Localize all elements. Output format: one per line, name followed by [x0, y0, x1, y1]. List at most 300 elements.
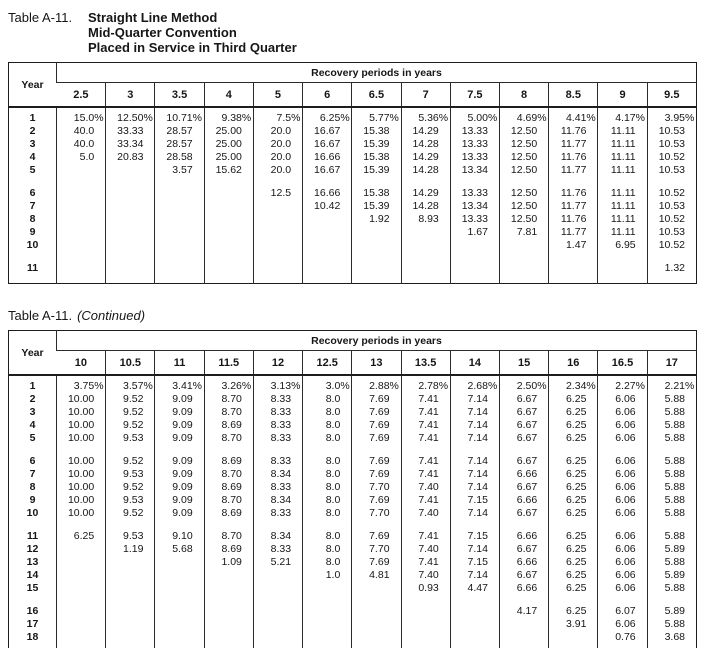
gap-cell	[57, 275, 106, 284]
gap-cell	[499, 445, 548, 455]
rate-cell: 6.67	[499, 507, 548, 520]
rate-cell	[204, 226, 253, 239]
year-row	[9, 419, 697, 432]
rate-cell	[253, 239, 302, 252]
year-row	[9, 393, 697, 406]
year-row	[9, 530, 697, 543]
year-cell: 2	[29, 125, 36, 137]
gap-cell	[155, 177, 204, 187]
rate-cell: 8.70	[204, 530, 253, 543]
rate-cell: 10.42	[303, 200, 352, 213]
rate-cell: 5.36%	[401, 112, 450, 125]
rate-cell: 7.14	[450, 468, 499, 481]
year-cell: 17	[26, 618, 39, 630]
rate-cell: 9.53	[106, 530, 155, 543]
gap-cell	[253, 520, 302, 530]
rate-cell: 5.77%	[352, 112, 401, 125]
rate-cell: 7.14	[450, 507, 499, 520]
rate-cell: 3.57%	[106, 380, 155, 393]
rate-cell: 6.06	[598, 530, 647, 543]
rate-cell	[352, 239, 401, 252]
rate-cell: 12.50	[499, 164, 548, 177]
gap-cell	[450, 252, 499, 262]
rate-cell: 6.07	[598, 605, 647, 618]
rate-cell: 9.09	[155, 455, 204, 468]
gap-cell	[9, 644, 57, 648]
rate-cell	[155, 226, 204, 239]
rate-cell: 9.09	[155, 419, 204, 432]
rate-cell: 7.14	[450, 543, 499, 556]
rate-cell: 2.88%	[352, 380, 401, 393]
rate-cell	[253, 262, 302, 275]
rate-cell: 13.33	[450, 125, 499, 138]
row-gap	[9, 177, 697, 187]
rate-cell	[549, 262, 598, 275]
rate-cell: 8.0	[303, 432, 352, 445]
rate-cell: 7.69	[352, 468, 401, 481]
rate-cell	[57, 226, 106, 239]
year-row	[9, 605, 697, 618]
rate-cell	[352, 631, 401, 644]
rate-cell: 8.0	[303, 406, 352, 419]
period-header: 8.5	[549, 83, 598, 108]
rate-cell: 7.40	[401, 507, 450, 520]
gap-cell	[450, 445, 499, 455]
rate-cell	[303, 605, 352, 618]
gap-cell	[352, 520, 401, 530]
gap-cell	[204, 595, 253, 605]
gap-cell	[647, 520, 696, 530]
rate-cell: 20.0	[253, 164, 302, 177]
rate-cell: 10.00	[57, 419, 106, 432]
rate-cell: 9.52	[106, 481, 155, 494]
period-header: 6	[303, 83, 352, 108]
year-row	[9, 164, 697, 177]
table-title-line: Straight Line Method	[88, 10, 218, 25]
gap-cell	[598, 520, 647, 530]
table-2-label: Table A-11.	[8, 308, 73, 323]
rate-cell: 7.69	[352, 393, 401, 406]
year-row	[9, 455, 697, 468]
gap-cell	[303, 520, 352, 530]
rate-cell	[253, 582, 302, 595]
recovery-periods-header: Recovery periods in years	[57, 331, 697, 351]
depreciation-table-2	[8, 330, 697, 648]
rate-cell	[106, 569, 155, 582]
year-column-header: Year	[9, 331, 57, 376]
table-1-title-block	[8, 10, 697, 55]
period-header: 17	[647, 351, 696, 376]
rate-cell: 5.88	[647, 507, 696, 520]
rate-cell: 6.25	[549, 605, 598, 618]
rate-cell	[57, 543, 106, 556]
rate-cell: 5.88	[647, 494, 696, 507]
gap-cell	[499, 595, 548, 605]
rate-cell: 8.70	[204, 432, 253, 445]
rate-cell: 8.0	[303, 481, 352, 494]
rate-cell	[499, 239, 548, 252]
gap-cell	[253, 644, 302, 648]
rate-cell	[303, 618, 352, 631]
row-gap	[9, 595, 697, 605]
year-cell: 15	[26, 582, 39, 594]
rate-cell: 11.77	[549, 138, 598, 151]
rate-cell	[303, 239, 352, 252]
year-cell: 10	[26, 507, 39, 519]
gap-cell	[499, 275, 548, 284]
rate-cell	[303, 213, 352, 226]
gap-cell	[647, 275, 696, 284]
year-cell: 3	[29, 138, 36, 150]
rate-cell: 7.69	[352, 419, 401, 432]
rate-cell: 9.10	[155, 530, 204, 543]
year-cell: 5	[29, 164, 36, 176]
rate-cell: 9.09	[155, 494, 204, 507]
rate-cell	[106, 582, 155, 595]
rate-cell: 6.25	[549, 432, 598, 445]
period-header: 12	[253, 351, 302, 376]
rate-cell: 16.67	[303, 164, 352, 177]
year-cell: 9	[29, 494, 36, 506]
gap-cell	[401, 445, 450, 455]
gap-cell	[253, 177, 302, 187]
rate-cell: 10.00	[57, 481, 106, 494]
rate-cell	[253, 605, 302, 618]
rate-cell: 8.0	[303, 455, 352, 468]
year-cell: 5	[29, 432, 36, 444]
year-row	[9, 138, 697, 151]
rate-cell: 6.25	[549, 494, 598, 507]
rate-cell: 14.28	[401, 138, 450, 151]
gap-cell	[204, 275, 253, 284]
rate-cell	[106, 213, 155, 226]
rate-cell: 8.34	[253, 530, 302, 543]
rate-cell	[253, 569, 302, 582]
rate-cell	[57, 605, 106, 618]
rate-cell: 6.25	[549, 569, 598, 582]
rate-cell: 8.69	[204, 455, 253, 468]
rate-cell: 20.0	[253, 151, 302, 164]
rate-cell: 8.69	[204, 419, 253, 432]
rate-cell: 13.33	[450, 187, 499, 200]
rate-cell	[57, 239, 106, 252]
year-cell: 8	[29, 481, 36, 493]
gap-cell	[204, 177, 253, 187]
rate-cell	[106, 618, 155, 631]
rate-cell: 8.33	[253, 481, 302, 494]
year-cell: 2	[29, 393, 36, 405]
rate-cell	[450, 239, 499, 252]
rate-cell: 13.33	[450, 151, 499, 164]
period-header: 10.5	[106, 351, 155, 376]
rate-cell: 2.68%	[450, 380, 499, 393]
rate-cell: 7.14	[450, 432, 499, 445]
rate-cell: 14.29	[401, 151, 450, 164]
gap-cell	[499, 252, 548, 262]
rate-cell: 12.50	[499, 138, 548, 151]
rate-cell	[352, 582, 401, 595]
rate-cell: 7.69	[352, 406, 401, 419]
rate-cell	[303, 226, 352, 239]
rate-cell: 6.06	[598, 393, 647, 406]
rate-cell	[204, 187, 253, 200]
rate-cell: 4.69%	[499, 112, 548, 125]
gap-cell	[106, 252, 155, 262]
year-cell: 9	[29, 226, 36, 238]
rate-cell: 6.06	[598, 481, 647, 494]
gap-cell	[499, 644, 548, 648]
rate-cell: 10.00	[57, 494, 106, 507]
rate-cell: 10.53	[647, 164, 696, 177]
row-gap	[9, 252, 697, 262]
rate-cell: 7.41	[401, 393, 450, 406]
rate-cell: 5.68	[155, 543, 204, 556]
year-row	[9, 213, 697, 226]
rate-cell: 8.33	[253, 432, 302, 445]
rate-cell	[450, 618, 499, 631]
rate-cell: 6.66	[499, 494, 548, 507]
rate-cell: 6.06	[598, 543, 647, 556]
rate-cell: 9.09	[155, 432, 204, 445]
rate-cell: 6.67	[499, 393, 548, 406]
rate-cell: 28.58	[155, 151, 204, 164]
rate-cell	[352, 605, 401, 618]
gap-cell	[303, 445, 352, 455]
gap-cell	[598, 644, 647, 648]
rate-cell: 14.28	[401, 200, 450, 213]
rate-cell	[155, 569, 204, 582]
year-cell: 4	[29, 419, 36, 431]
rate-cell: 10.00	[57, 468, 106, 481]
gap-cell	[303, 644, 352, 648]
gap-cell	[106, 520, 155, 530]
gap-cell	[9, 177, 57, 187]
rate-cell: 10.53	[647, 200, 696, 213]
rate-cell: 9.38%	[204, 112, 253, 125]
rate-cell	[155, 187, 204, 200]
year-row	[9, 151, 697, 164]
rate-cell: 5.88	[647, 582, 696, 595]
rate-cell	[155, 556, 204, 569]
rate-cell	[401, 605, 450, 618]
rate-cell: 7.69	[352, 455, 401, 468]
rate-cell	[57, 556, 106, 569]
gap-cell	[549, 177, 598, 187]
rate-cell: 8.93	[401, 213, 450, 226]
gap-cell	[352, 275, 401, 284]
year-cell: 7	[29, 468, 36, 480]
rate-cell: 5.0	[57, 151, 106, 164]
year-row	[9, 432, 697, 445]
rate-cell: 7.41	[401, 556, 450, 569]
rate-cell: 15.39	[352, 200, 401, 213]
year-cell: 8	[29, 213, 36, 225]
rate-cell: 7.40	[401, 569, 450, 582]
rate-cell: 7.69	[352, 530, 401, 543]
gap-cell	[499, 177, 548, 187]
year-row	[9, 494, 697, 507]
row-gap	[9, 275, 697, 284]
year-row	[9, 239, 697, 252]
rate-cell	[106, 631, 155, 644]
gap-cell	[401, 644, 450, 648]
rate-cell: 20.83	[106, 151, 155, 164]
rate-cell: 5.88	[647, 556, 696, 569]
rate-cell	[352, 262, 401, 275]
gap-cell	[450, 177, 499, 187]
gap-cell	[352, 252, 401, 262]
gap-cell	[9, 275, 57, 284]
gap-cell	[303, 177, 352, 187]
rate-cell: 15.38	[352, 187, 401, 200]
rate-cell	[204, 605, 253, 618]
rate-cell: 7.14	[450, 419, 499, 432]
rate-cell: 12.50	[499, 125, 548, 138]
rate-cell: 7.14	[450, 406, 499, 419]
rate-cell: 1.09	[204, 556, 253, 569]
rate-cell: 8.0	[303, 556, 352, 569]
gap-cell	[57, 520, 106, 530]
rate-cell: 4.17	[499, 605, 548, 618]
year-row	[9, 468, 697, 481]
gap-cell	[106, 595, 155, 605]
rate-cell: 9.52	[106, 419, 155, 432]
gap-cell	[352, 177, 401, 187]
rate-cell: 0.76	[598, 631, 647, 644]
period-header: 7	[401, 83, 450, 108]
rate-cell: 13.34	[450, 200, 499, 213]
rate-cell	[204, 239, 253, 252]
rate-cell: 20.0	[253, 125, 302, 138]
rate-cell: 7.81	[499, 226, 548, 239]
rate-cell: 7.70	[352, 507, 401, 520]
rate-cell	[106, 226, 155, 239]
gap-cell	[598, 595, 647, 605]
rate-cell: 8.69	[204, 543, 253, 556]
rate-cell: 16.66	[303, 151, 352, 164]
rate-cell: 8.34	[253, 468, 302, 481]
row-gap	[9, 644, 697, 648]
gap-cell	[303, 595, 352, 605]
rate-cell: 6.25	[549, 530, 598, 543]
rate-cell	[401, 618, 450, 631]
rate-cell: 7.41	[401, 494, 450, 507]
rate-cell: 40.0	[57, 125, 106, 138]
rate-cell: 33.33	[106, 125, 155, 138]
depreciation-table-1	[8, 62, 697, 284]
rate-cell: 3.57	[155, 164, 204, 177]
rate-cell: 15.39	[352, 138, 401, 151]
gap-cell	[303, 252, 352, 262]
year-cell: 13	[26, 556, 39, 568]
table-1-title	[88, 10, 297, 55]
rate-cell: 6.06	[598, 582, 647, 595]
gap-cell	[352, 644, 401, 648]
gap-cell	[450, 520, 499, 530]
rate-cell: 8.33	[253, 419, 302, 432]
year-row	[9, 569, 697, 582]
gap-cell	[253, 445, 302, 455]
table-title-line: Placed in Service in Third Quarter	[88, 40, 297, 55]
rate-cell: 10.00	[57, 507, 106, 520]
rate-cell	[253, 200, 302, 213]
gap-cell	[155, 252, 204, 262]
gap-cell	[155, 595, 204, 605]
rate-cell: 8.0	[303, 468, 352, 481]
rate-cell	[253, 618, 302, 631]
rate-cell	[598, 262, 647, 275]
year-row	[9, 200, 697, 213]
rate-cell: 10.71%	[155, 112, 204, 125]
rate-cell: 11.11	[598, 164, 647, 177]
period-header: 16	[549, 351, 598, 376]
rate-cell	[106, 187, 155, 200]
rate-cell: 6.25%	[303, 112, 352, 125]
rate-cell: 7.70	[352, 481, 401, 494]
gap-cell	[9, 520, 57, 530]
gap-cell	[155, 445, 204, 455]
rate-cell: 12.50%	[106, 112, 155, 125]
year-cell: 12	[26, 543, 39, 555]
rate-cell: 11.76	[549, 187, 598, 200]
rate-cell: 4.81	[352, 569, 401, 582]
rate-cell: 4.17%	[598, 112, 647, 125]
rate-cell: 7.41	[401, 468, 450, 481]
year-cell: 11	[26, 530, 39, 542]
year-row	[9, 543, 697, 556]
period-header: 11.5	[204, 351, 253, 376]
rate-cell: 25.00	[204, 125, 253, 138]
rate-cell: 6.25	[549, 468, 598, 481]
year-cell: 4	[29, 151, 36, 163]
gap-cell	[647, 177, 696, 187]
rate-cell: 10.52	[647, 151, 696, 164]
rate-cell	[303, 631, 352, 644]
rate-cell: 11.76	[549, 125, 598, 138]
rate-cell: 11.77	[549, 200, 598, 213]
period-header: 5	[253, 83, 302, 108]
rate-cell: 1.92	[352, 213, 401, 226]
rate-cell	[499, 631, 548, 644]
rate-cell	[204, 569, 253, 582]
rate-cell: 9.52	[106, 393, 155, 406]
rate-cell: 5.00%	[450, 112, 499, 125]
rate-cell: 9.53	[106, 468, 155, 481]
gap-cell	[9, 445, 57, 455]
rate-cell: 33.34	[106, 138, 155, 151]
rate-cell: 16.67	[303, 138, 352, 151]
rate-cell: 6.67	[499, 406, 548, 419]
rate-cell	[57, 569, 106, 582]
rate-cell	[450, 631, 499, 644]
rate-cell: 5.88	[647, 468, 696, 481]
gap-cell	[204, 445, 253, 455]
rate-cell	[303, 262, 352, 275]
rate-cell: 8.69	[204, 481, 253, 494]
gap-cell	[598, 275, 647, 284]
rate-cell	[204, 631, 253, 644]
rate-cell: 6.25	[549, 556, 598, 569]
period-header: 2.5	[57, 83, 106, 108]
rate-cell: 6.95	[598, 239, 647, 252]
year-row	[9, 481, 697, 494]
rate-cell: 12.50	[499, 213, 548, 226]
gap-cell	[647, 644, 696, 648]
gap-cell	[106, 445, 155, 455]
gap-cell	[549, 445, 598, 455]
rate-cell: 1.47	[549, 239, 598, 252]
period-header: 9	[598, 83, 647, 108]
